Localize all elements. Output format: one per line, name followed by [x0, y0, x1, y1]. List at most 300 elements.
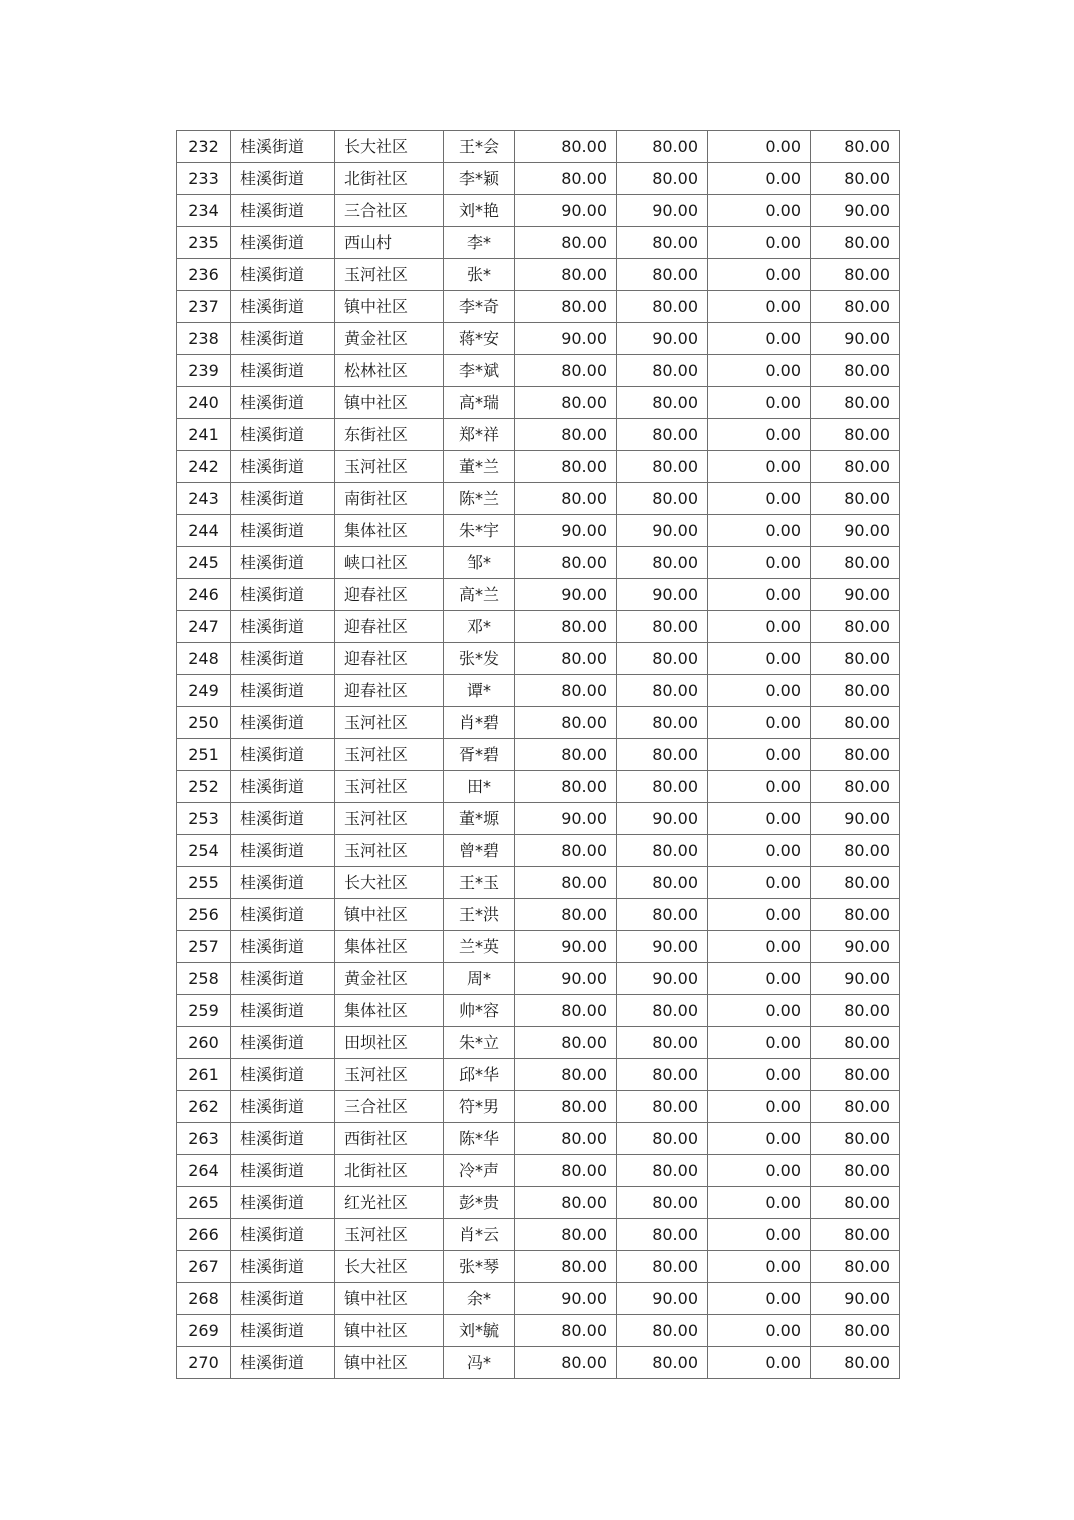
name-cell: 李*	[444, 227, 515, 259]
community-cell: 三合社区	[335, 195, 444, 227]
row-number: 267	[177, 1251, 231, 1283]
street-cell: 桂溪街道	[231, 387, 335, 419]
community-cell: 黄金社区	[335, 323, 444, 355]
amount-cell-2: 90.00	[617, 579, 708, 611]
table-row	[177, 1155, 900, 1187]
amount-cell-2: 80.00	[617, 1219, 708, 1251]
row-number: 258	[177, 963, 231, 995]
amount-cell-1: 80.00	[515, 739, 617, 771]
row-number: 248	[177, 643, 231, 675]
table-row	[177, 1251, 900, 1283]
amount-cell-1: 80.00	[515, 355, 617, 387]
table-row	[177, 323, 900, 355]
amount-cell-2: 80.00	[617, 387, 708, 419]
amount-cell-1: 80.00	[515, 1091, 617, 1123]
amount-cell-4: 80.00	[811, 1027, 900, 1059]
name-cell: 肖*碧	[444, 707, 515, 739]
amount-cell-2: 80.00	[617, 835, 708, 867]
table-row	[177, 547, 900, 579]
table-row	[177, 1027, 900, 1059]
row-number: 245	[177, 547, 231, 579]
street-cell: 桂溪街道	[231, 803, 335, 835]
amount-cell-1: 90.00	[515, 323, 617, 355]
name-cell: 陈*华	[444, 1123, 515, 1155]
row-number: 262	[177, 1091, 231, 1123]
amount-cell-2: 80.00	[617, 291, 708, 323]
row-number: 255	[177, 867, 231, 899]
row-number: 246	[177, 579, 231, 611]
name-cell: 胥*碧	[444, 739, 515, 771]
amount-cell-4: 80.00	[811, 995, 900, 1027]
table-row	[177, 1219, 900, 1251]
table-row	[177, 1059, 900, 1091]
amount-cell-2: 80.00	[617, 675, 708, 707]
name-cell: 董*兰	[444, 451, 515, 483]
amount-cell-2: 80.00	[617, 163, 708, 195]
street-cell: 桂溪街道	[231, 1347, 335, 1379]
name-cell: 张*琴	[444, 1251, 515, 1283]
amount-cell-1: 80.00	[515, 1059, 617, 1091]
row-number: 268	[177, 1283, 231, 1315]
table-body	[177, 131, 900, 1379]
amount-cell-2: 80.00	[617, 419, 708, 451]
amount-cell-2: 90.00	[617, 515, 708, 547]
amount-cell-1: 80.00	[515, 1219, 617, 1251]
amount-cell-1: 80.00	[515, 867, 617, 899]
name-cell: 蒋*安	[444, 323, 515, 355]
amount-cell-1: 80.00	[515, 451, 617, 483]
amount-cell-4: 80.00	[811, 387, 900, 419]
table-row	[177, 291, 900, 323]
amount-cell-3: 0.00	[708, 867, 811, 899]
street-cell: 桂溪街道	[231, 355, 335, 387]
amount-cell-1: 90.00	[515, 803, 617, 835]
amount-cell-1: 80.00	[515, 643, 617, 675]
name-cell: 肖*云	[444, 1219, 515, 1251]
amount-cell-1: 90.00	[515, 195, 617, 227]
community-cell: 镇中社区	[335, 291, 444, 323]
amount-cell-3: 0.00	[708, 899, 811, 931]
amount-cell-1: 80.00	[515, 547, 617, 579]
table-row	[177, 867, 900, 899]
amount-cell-3: 0.00	[708, 355, 811, 387]
amount-cell-1: 80.00	[515, 611, 617, 643]
community-cell: 集体社区	[335, 931, 444, 963]
amount-cell-1: 80.00	[515, 1251, 617, 1283]
community-cell: 长大社区	[335, 131, 444, 163]
table-row	[177, 227, 900, 259]
name-cell: 王*玉	[444, 867, 515, 899]
amount-cell-4: 90.00	[811, 323, 900, 355]
amount-cell-2: 80.00	[617, 1059, 708, 1091]
amount-cell-4: 90.00	[811, 931, 900, 963]
street-cell: 桂溪街道	[231, 611, 335, 643]
row-number: 257	[177, 931, 231, 963]
amount-cell-4: 80.00	[811, 547, 900, 579]
amount-cell-3: 0.00	[708, 419, 811, 451]
street-cell: 桂溪街道	[231, 1027, 335, 1059]
community-cell: 玉河社区	[335, 739, 444, 771]
amount-cell-3: 0.00	[708, 291, 811, 323]
amount-cell-1: 90.00	[515, 963, 617, 995]
street-cell: 桂溪街道	[231, 323, 335, 355]
table-row	[177, 451, 900, 483]
amount-cell-4: 90.00	[811, 195, 900, 227]
amount-cell-2: 80.00	[617, 1027, 708, 1059]
amount-cell-3: 0.00	[708, 515, 811, 547]
amount-cell-3: 0.00	[708, 675, 811, 707]
street-cell: 桂溪街道	[231, 579, 335, 611]
name-cell: 张*	[444, 259, 515, 291]
community-cell: 集体社区	[335, 515, 444, 547]
name-cell: 谭*	[444, 675, 515, 707]
amount-cell-4: 80.00	[811, 419, 900, 451]
amount-cell-4: 80.00	[811, 1155, 900, 1187]
table-row	[177, 419, 900, 451]
community-cell: 北街社区	[335, 1155, 444, 1187]
amount-cell-2: 90.00	[617, 803, 708, 835]
street-cell: 桂溪街道	[231, 1123, 335, 1155]
amount-cell-2: 80.00	[617, 259, 708, 291]
name-cell: 帅*容	[444, 995, 515, 1027]
amount-cell-1: 80.00	[515, 1123, 617, 1155]
name-cell: 陈*兰	[444, 483, 515, 515]
street-cell: 桂溪街道	[231, 291, 335, 323]
amount-cell-4: 80.00	[811, 259, 900, 291]
amount-cell-1: 80.00	[515, 1187, 617, 1219]
row-number: 237	[177, 291, 231, 323]
amount-cell-4: 80.00	[811, 483, 900, 515]
amount-cell-3: 0.00	[708, 707, 811, 739]
table-row	[177, 579, 900, 611]
table-row	[177, 259, 900, 291]
amount-cell-3: 0.00	[708, 1155, 811, 1187]
amount-cell-3: 0.00	[708, 323, 811, 355]
table-row	[177, 643, 900, 675]
amount-cell-4: 80.00	[811, 867, 900, 899]
row-number: 238	[177, 323, 231, 355]
street-cell: 桂溪街道	[231, 419, 335, 451]
amount-cell-1: 80.00	[515, 483, 617, 515]
table-row	[177, 387, 900, 419]
row-number: 250	[177, 707, 231, 739]
amount-cell-4: 80.00	[811, 163, 900, 195]
street-cell: 桂溪街道	[231, 1251, 335, 1283]
row-number: 254	[177, 835, 231, 867]
amount-cell-3: 0.00	[708, 1059, 811, 1091]
community-cell: 黄金社区	[335, 963, 444, 995]
amount-cell-2: 90.00	[617, 963, 708, 995]
row-number: 249	[177, 675, 231, 707]
amount-cell-4: 80.00	[811, 707, 900, 739]
row-number: 243	[177, 483, 231, 515]
street-cell: 桂溪街道	[231, 131, 335, 163]
amount-cell-4: 80.00	[811, 1315, 900, 1347]
row-number: 253	[177, 803, 231, 835]
amount-cell-1: 80.00	[515, 227, 617, 259]
name-cell: 李*颖	[444, 163, 515, 195]
street-cell: 桂溪街道	[231, 259, 335, 291]
row-number: 270	[177, 1347, 231, 1379]
amount-cell-4: 80.00	[811, 675, 900, 707]
community-cell: 玉河社区	[335, 707, 444, 739]
community-cell: 东街社区	[335, 419, 444, 451]
amount-cell-1: 80.00	[515, 259, 617, 291]
row-number: 236	[177, 259, 231, 291]
amount-cell-1: 80.00	[515, 995, 617, 1027]
amount-cell-2: 80.00	[617, 451, 708, 483]
name-cell: 邓*	[444, 611, 515, 643]
amount-cell-3: 0.00	[708, 1187, 811, 1219]
amount-cell-3: 0.00	[708, 547, 811, 579]
community-cell: 玉河社区	[335, 771, 444, 803]
amount-cell-3: 0.00	[708, 195, 811, 227]
table-row	[177, 835, 900, 867]
community-cell: 集体社区	[335, 995, 444, 1027]
row-number: 244	[177, 515, 231, 547]
amount-cell-4: 80.00	[811, 227, 900, 259]
amount-cell-2: 80.00	[617, 1347, 708, 1379]
amount-cell-4: 80.00	[811, 451, 900, 483]
name-cell: 张*发	[444, 643, 515, 675]
street-cell: 桂溪街道	[231, 1155, 335, 1187]
street-cell: 桂溪街道	[231, 675, 335, 707]
amount-cell-4: 80.00	[811, 1091, 900, 1123]
table-row	[177, 1283, 900, 1315]
street-cell: 桂溪街道	[231, 483, 335, 515]
community-cell: 镇中社区	[335, 387, 444, 419]
amount-cell-1: 80.00	[515, 1347, 617, 1379]
row-number: 264	[177, 1155, 231, 1187]
row-number: 261	[177, 1059, 231, 1091]
amount-cell-4: 80.00	[811, 1123, 900, 1155]
amount-cell-4: 80.00	[811, 131, 900, 163]
name-cell: 田*	[444, 771, 515, 803]
street-cell: 桂溪街道	[231, 1187, 335, 1219]
name-cell: 邱*华	[444, 1059, 515, 1091]
amount-cell-4: 80.00	[811, 1187, 900, 1219]
name-cell: 邹*	[444, 547, 515, 579]
amount-cell-2: 80.00	[617, 1091, 708, 1123]
amount-cell-1: 80.00	[515, 131, 617, 163]
street-cell: 桂溪街道	[231, 163, 335, 195]
amount-cell-2: 80.00	[617, 707, 708, 739]
amount-cell-4: 90.00	[811, 1283, 900, 1315]
amount-cell-3: 0.00	[708, 1123, 811, 1155]
community-cell: 松林社区	[335, 355, 444, 387]
table-row	[177, 995, 900, 1027]
row-number: 233	[177, 163, 231, 195]
amount-cell-3: 0.00	[708, 1219, 811, 1251]
community-cell: 三合社区	[335, 1091, 444, 1123]
amount-cell-3: 0.00	[708, 1027, 811, 1059]
street-cell: 桂溪街道	[231, 867, 335, 899]
amount-cell-3: 0.00	[708, 803, 811, 835]
amount-cell-2: 80.00	[617, 483, 708, 515]
amount-cell-4: 80.00	[811, 1251, 900, 1283]
amount-cell-4: 80.00	[811, 1219, 900, 1251]
amount-cell-3: 0.00	[708, 611, 811, 643]
table-row	[177, 483, 900, 515]
amount-cell-2: 80.00	[617, 899, 708, 931]
community-cell: 迎春社区	[335, 643, 444, 675]
name-cell: 郑*祥	[444, 419, 515, 451]
amount-cell-1: 80.00	[515, 771, 617, 803]
row-number: 251	[177, 739, 231, 771]
community-cell: 迎春社区	[335, 675, 444, 707]
table-row	[177, 611, 900, 643]
table-row	[177, 163, 900, 195]
street-cell: 桂溪街道	[231, 771, 335, 803]
amount-cell-1: 80.00	[515, 163, 617, 195]
name-cell: 高*兰	[444, 579, 515, 611]
amount-cell-1: 90.00	[515, 931, 617, 963]
amount-cell-1: 80.00	[515, 707, 617, 739]
amount-cell-2: 80.00	[617, 355, 708, 387]
name-cell: 刘*毓	[444, 1315, 515, 1347]
street-cell: 桂溪街道	[231, 451, 335, 483]
street-cell: 桂溪街道	[231, 995, 335, 1027]
street-cell: 桂溪街道	[231, 643, 335, 675]
amount-cell-1: 80.00	[515, 675, 617, 707]
street-cell: 桂溪街道	[231, 1219, 335, 1251]
amount-cell-4: 80.00	[811, 899, 900, 931]
community-cell: 长大社区	[335, 1251, 444, 1283]
amount-cell-3: 0.00	[708, 1091, 811, 1123]
name-cell: 曾*碧	[444, 835, 515, 867]
row-number: 235	[177, 227, 231, 259]
name-cell: 李*斌	[444, 355, 515, 387]
amount-cell-2: 80.00	[617, 1187, 708, 1219]
amount-cell-2: 90.00	[617, 1283, 708, 1315]
street-cell: 桂溪街道	[231, 1059, 335, 1091]
name-cell: 朱*宇	[444, 515, 515, 547]
community-cell: 峡口社区	[335, 547, 444, 579]
community-cell: 镇中社区	[335, 1347, 444, 1379]
street-cell: 桂溪街道	[231, 1315, 335, 1347]
amount-cell-1: 90.00	[515, 515, 617, 547]
table-row	[177, 355, 900, 387]
amount-cell-2: 80.00	[617, 1251, 708, 1283]
table-row	[177, 1187, 900, 1219]
amount-cell-4: 80.00	[811, 1347, 900, 1379]
amount-cell-2: 80.00	[617, 995, 708, 1027]
row-number: 259	[177, 995, 231, 1027]
amount-cell-4: 80.00	[811, 1059, 900, 1091]
amount-cell-4: 90.00	[811, 963, 900, 995]
amount-cell-3: 0.00	[708, 1315, 811, 1347]
row-number: 252	[177, 771, 231, 803]
community-cell: 镇中社区	[335, 1283, 444, 1315]
street-cell: 桂溪街道	[231, 227, 335, 259]
table-row	[177, 195, 900, 227]
community-cell: 迎春社区	[335, 579, 444, 611]
table-row	[177, 771, 900, 803]
amount-cell-2: 90.00	[617, 931, 708, 963]
community-cell: 镇中社区	[335, 899, 444, 931]
amount-cell-1: 80.00	[515, 1155, 617, 1187]
table-row	[177, 1315, 900, 1347]
row-number: 239	[177, 355, 231, 387]
street-cell: 桂溪街道	[231, 1283, 335, 1315]
name-cell: 董*塬	[444, 803, 515, 835]
street-cell: 桂溪街道	[231, 835, 335, 867]
name-cell: 周*	[444, 963, 515, 995]
community-cell: 玉河社区	[335, 835, 444, 867]
street-cell: 桂溪街道	[231, 963, 335, 995]
amount-cell-3: 0.00	[708, 1251, 811, 1283]
street-cell: 桂溪街道	[231, 931, 335, 963]
community-cell: 长大社区	[335, 867, 444, 899]
row-number: 265	[177, 1187, 231, 1219]
amount-cell-1: 80.00	[515, 419, 617, 451]
amount-cell-3: 0.00	[708, 227, 811, 259]
amount-cell-2: 80.00	[617, 547, 708, 579]
name-cell: 朱*立	[444, 1027, 515, 1059]
street-cell: 桂溪街道	[231, 547, 335, 579]
amount-cell-4: 80.00	[811, 739, 900, 771]
community-cell: 西山村	[335, 227, 444, 259]
amount-cell-3: 0.00	[708, 643, 811, 675]
table-row	[177, 931, 900, 963]
community-cell: 北街社区	[335, 163, 444, 195]
name-cell: 王*洪	[444, 899, 515, 931]
amount-cell-4: 80.00	[811, 643, 900, 675]
row-number: 240	[177, 387, 231, 419]
name-cell: 李*奇	[444, 291, 515, 323]
row-number: 232	[177, 131, 231, 163]
row-number: 266	[177, 1219, 231, 1251]
street-cell: 桂溪街道	[231, 707, 335, 739]
amount-cell-2: 80.00	[617, 611, 708, 643]
amount-cell-3: 0.00	[708, 163, 811, 195]
community-cell: 红光社区	[335, 1187, 444, 1219]
table-row	[177, 803, 900, 835]
amount-cell-2: 80.00	[617, 1155, 708, 1187]
name-cell: 刘*艳	[444, 195, 515, 227]
amount-cell-3: 0.00	[708, 963, 811, 995]
name-cell: 符*男	[444, 1091, 515, 1123]
amount-cell-2: 80.00	[617, 1315, 708, 1347]
table-row	[177, 1091, 900, 1123]
amount-cell-1: 80.00	[515, 899, 617, 931]
amount-cell-3: 0.00	[708, 1283, 811, 1315]
amount-cell-2: 80.00	[617, 227, 708, 259]
amount-cell-3: 0.00	[708, 931, 811, 963]
name-cell: 冯*	[444, 1347, 515, 1379]
amount-cell-2: 80.00	[617, 867, 708, 899]
street-cell: 桂溪街道	[231, 515, 335, 547]
amount-cell-4: 90.00	[811, 803, 900, 835]
street-cell: 桂溪街道	[231, 195, 335, 227]
row-number: 256	[177, 899, 231, 931]
amount-cell-3: 0.00	[708, 483, 811, 515]
amount-cell-1: 80.00	[515, 291, 617, 323]
table-row	[177, 675, 900, 707]
community-cell: 南街社区	[335, 483, 444, 515]
street-cell: 桂溪街道	[231, 1091, 335, 1123]
name-cell: 彭*贵	[444, 1187, 515, 1219]
amount-cell-2: 80.00	[617, 771, 708, 803]
amount-cell-3: 0.00	[708, 131, 811, 163]
amount-cell-2: 80.00	[617, 1123, 708, 1155]
amount-cell-3: 0.00	[708, 387, 811, 419]
amount-cell-4: 80.00	[811, 355, 900, 387]
community-cell: 镇中社区	[335, 1315, 444, 1347]
table-row	[177, 131, 900, 163]
community-cell: 玉河社区	[335, 259, 444, 291]
data-table	[176, 130, 900, 1379]
